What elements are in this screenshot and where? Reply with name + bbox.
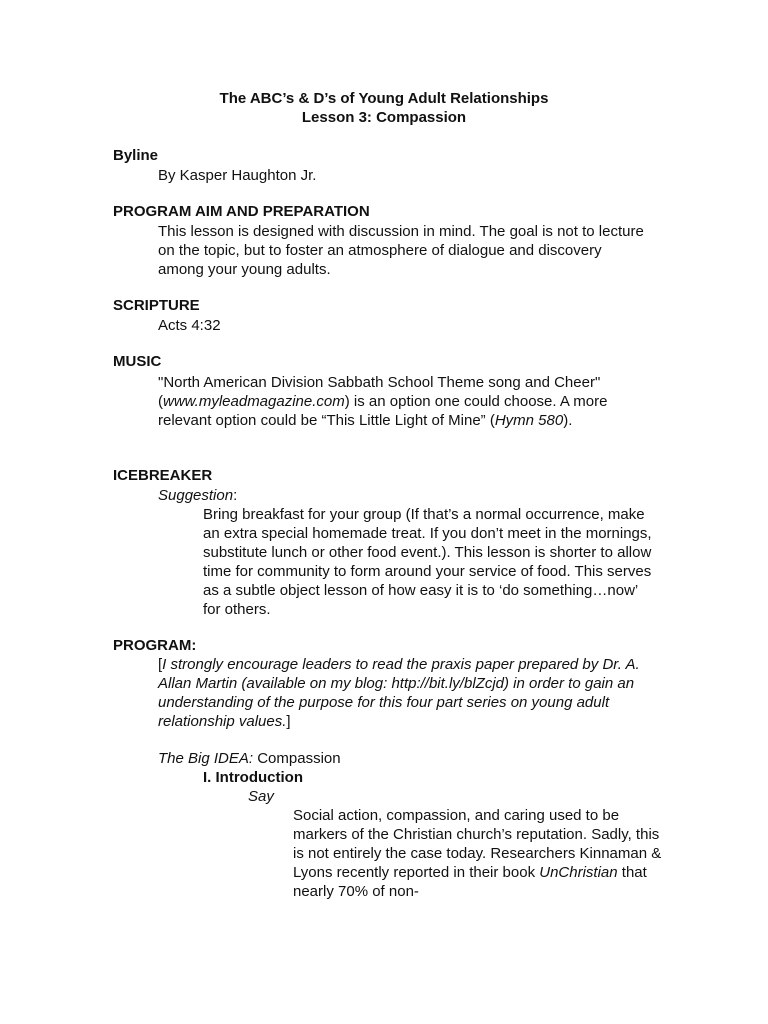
music-text xyxy=(158,373,648,430)
icebreaker-text: Bring breakfast for your group (If that’s a normal occurrence, make an extra special homemade treat. If you don’t meet in the mornings, substitute lunch or other food event.). This lesson is shorter to allow time for community to form around your service of food. This serves as a subtle object lesson of how easy it is to ‘do something…now’ for others. xyxy=(203,506,652,618)
say-text-part1: Social action, compassion, and caring used to be markers of the Christian church’s reputation. Sadly, this is not entirely the case today. Researchers Kinnaman & Lyons recently reported in their book xyxy=(293,807,662,881)
music-link[interactable]: www.myleadmagazine.com xyxy=(163,393,345,410)
scripture-heading: SCRIPTURE xyxy=(113,297,200,314)
music-text-part3: ). xyxy=(563,412,573,429)
music-text-part1: "North American Division Sabbath School Theme song and Cheer"( xyxy=(158,374,601,410)
book-title: UnChristian xyxy=(539,864,618,881)
say-text-part2: that nearly 70% of non- xyxy=(293,864,647,900)
bracket-open: [ xyxy=(158,656,163,673)
byline-text: By Kasper Haughton Jr. xyxy=(158,167,317,184)
program-aim-text: This lesson is designed with discussion in mind. The goal is not to lecture on the topic, but to foster an atmosphere of dialogue and discovery among your young adults. xyxy=(158,223,644,278)
big-idea xyxy=(158,749,648,768)
icebreaker-heading: ICEBREAKER xyxy=(113,467,213,484)
big-idea-value: Compassion xyxy=(253,750,341,767)
say-text xyxy=(293,806,663,901)
program-note-text: I strongly encourage leaders to read the praxis paper prepared by Dr. A. Allan Martin (available on my blog: http://bit.ly/blZcjd) in order to gain an understanding of the purpose for this four part series on young adult relationship values. xyxy=(158,656,640,730)
program-heading: PROGRAM: xyxy=(113,637,197,654)
suggestion-label: Suggestion xyxy=(158,487,234,504)
program-aim-heading: PROGRAM AIM AND PREPARATION xyxy=(113,203,370,220)
introduction-heading: I. Introduction xyxy=(203,769,303,786)
icebreaker-suggestion xyxy=(158,486,648,505)
music-text-part2: ) is an option one could choose. A more relevant option could be “This Little Light of Mine” ( xyxy=(158,393,608,429)
say-label: Say xyxy=(248,788,274,805)
music-heading: MUSIC xyxy=(113,353,162,370)
byline-heading: Byline xyxy=(113,147,159,164)
document-title: The ABC’s & D’s of Young Adult Relationships xyxy=(219,90,549,107)
hymn-reference: Hymn 580 xyxy=(494,412,564,429)
program-note xyxy=(158,655,648,731)
scripture-text: Acts 4:32 xyxy=(158,317,221,334)
big-idea-label: The Big IDEA: xyxy=(158,750,254,767)
suggestion-colon: : xyxy=(233,487,238,504)
bracket-close: ] xyxy=(286,713,291,730)
lesson-title: Lesson 3: Compassion xyxy=(301,109,467,126)
